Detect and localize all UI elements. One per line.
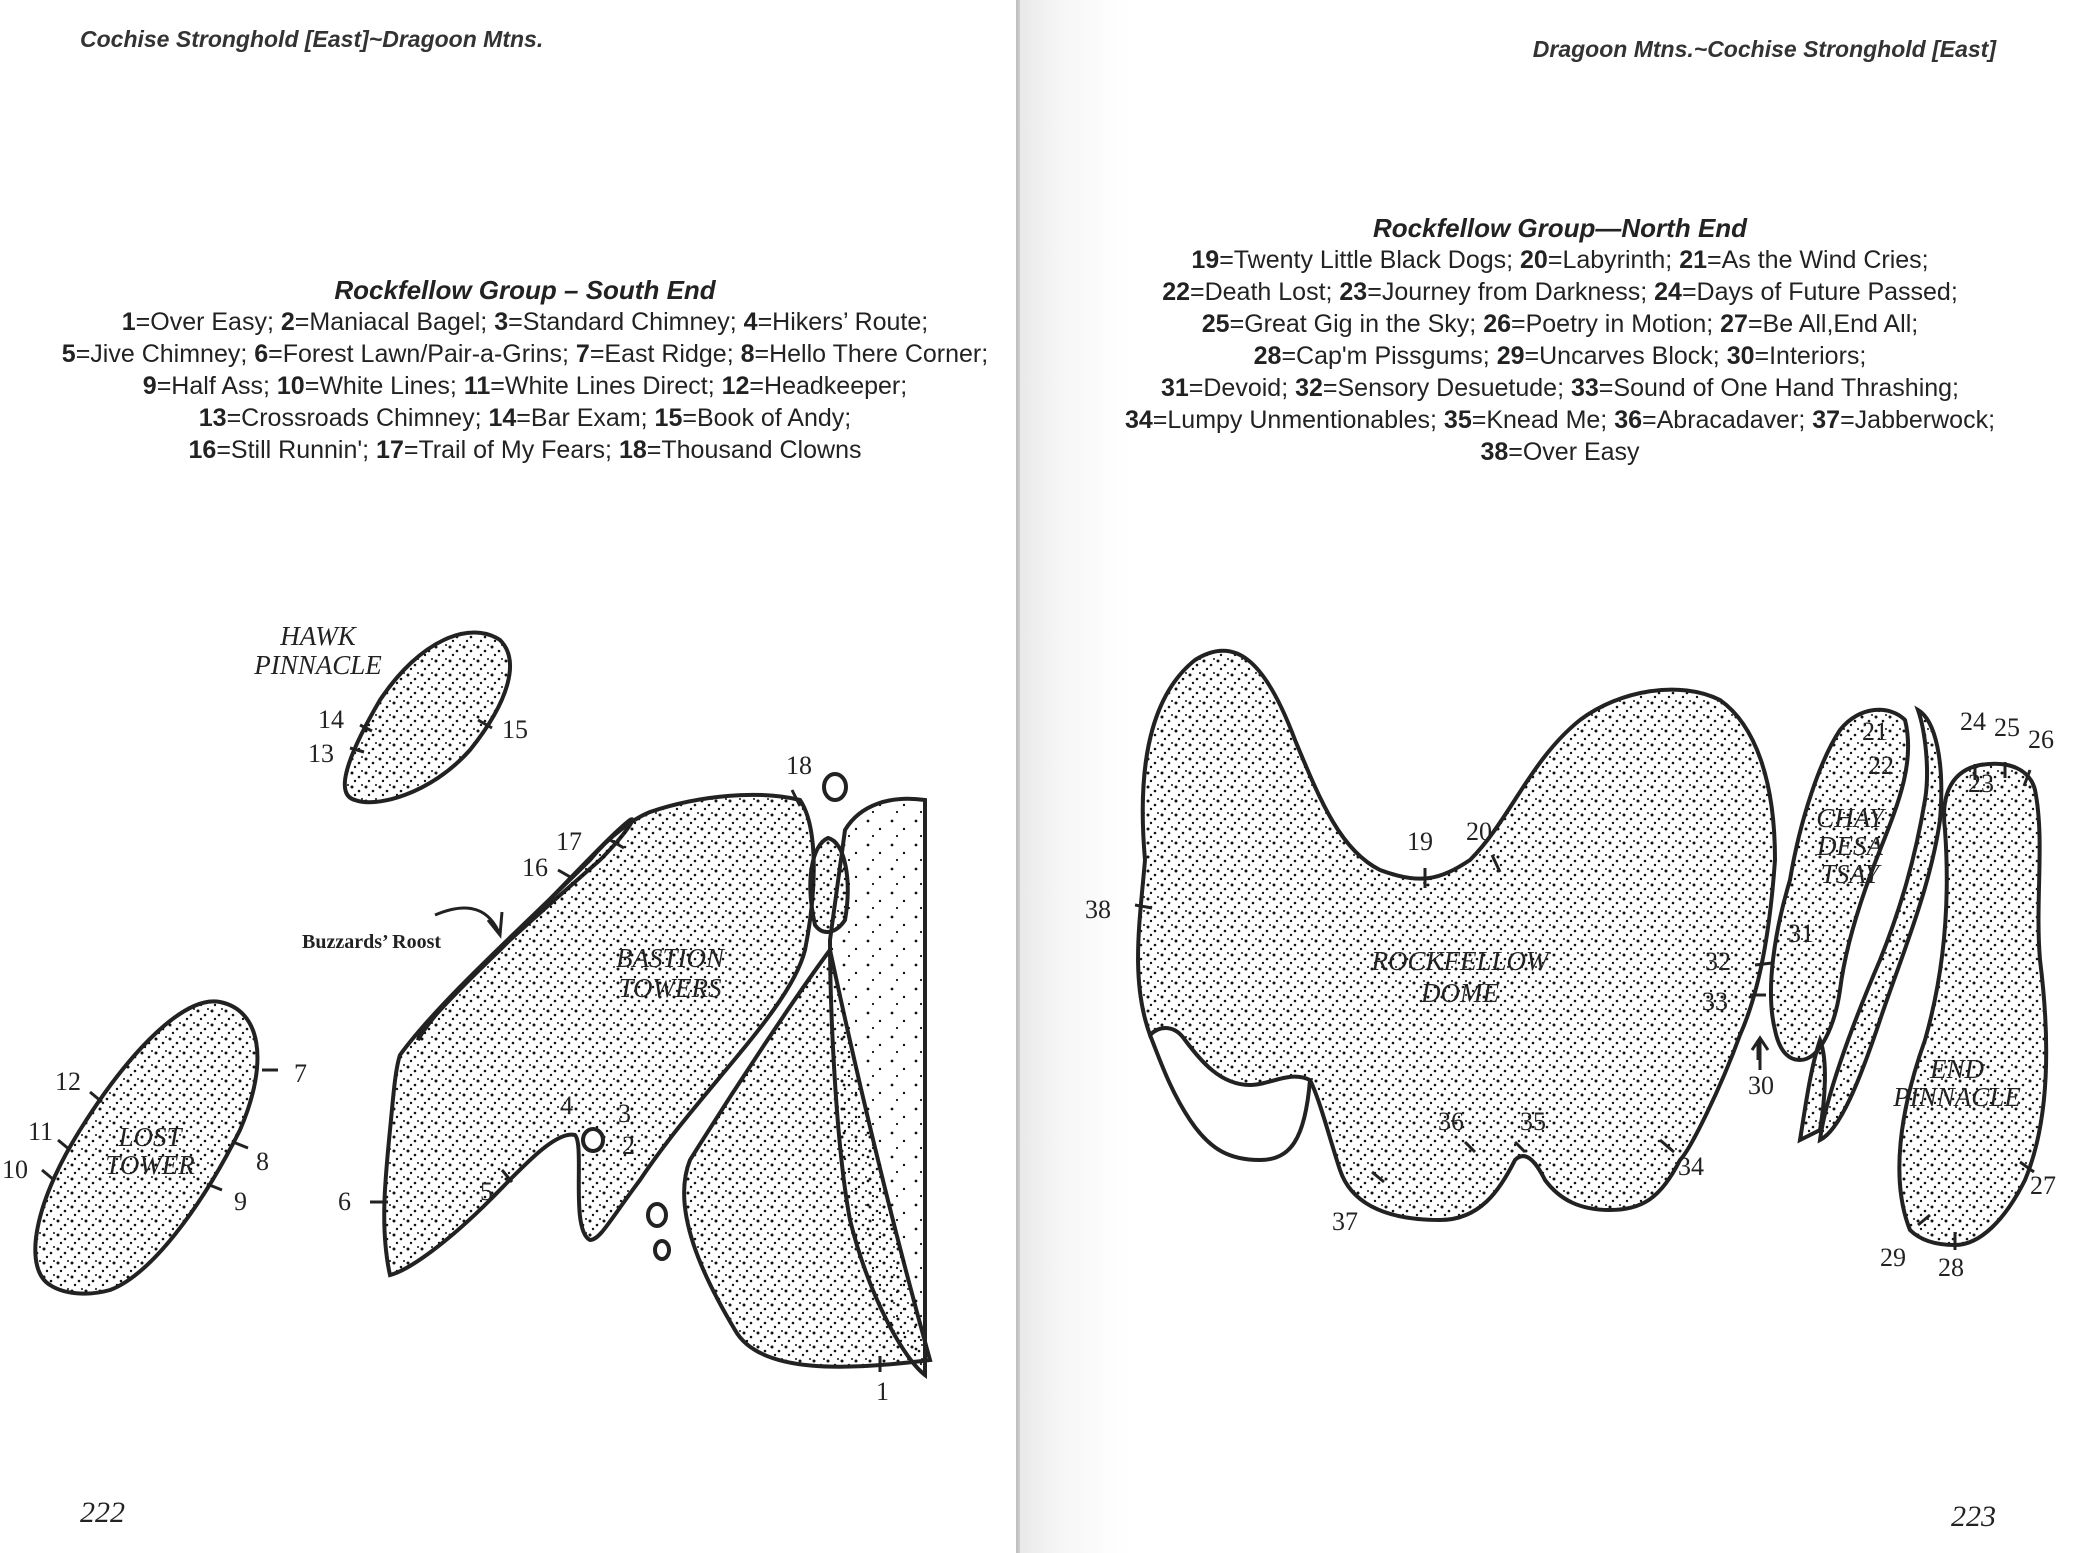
legend-route-number: 37 bbox=[1812, 406, 1841, 434]
legend-route-number: 24 bbox=[1654, 278, 1682, 306]
route-number-2: 2 bbox=[622, 1131, 635, 1160]
route-number-22: 22 bbox=[1868, 751, 1894, 780]
legend-route-name: =Hikers’ Route; bbox=[757, 308, 929, 336]
legend-route-number: 16 bbox=[188, 436, 217, 464]
left-page-number: 222 bbox=[80, 1496, 125, 1529]
label-bastion-towers: TOWERS bbox=[618, 973, 722, 1003]
boulder-b bbox=[655, 1241, 669, 1259]
legend-route-name: =Jabberwock; bbox=[1840, 406, 1996, 434]
route-number-7: 7 bbox=[294, 1059, 307, 1088]
legend-route-name: =Thousand Clowns bbox=[646, 436, 862, 464]
route-number-16: 16 bbox=[522, 853, 548, 882]
label-rockfellow: ROCKFELLOW bbox=[1371, 946, 1549, 976]
legend-route-number: 6 bbox=[254, 340, 269, 368]
legend-route-number: 15 bbox=[654, 404, 683, 432]
route-number-34: 34 bbox=[1678, 1152, 1704, 1181]
legend-route-name: =Headkeeper; bbox=[749, 372, 908, 400]
legend-route-number: 36 bbox=[1614, 406, 1643, 434]
route-number-1: 1 bbox=[876, 1377, 889, 1406]
label-bastion: BASTION bbox=[616, 943, 724, 973]
legend-route-name: =Sensory Desuetude; bbox=[1322, 374, 1571, 402]
legend-route-number: 11 bbox=[463, 372, 491, 400]
legend-route-name: =Over Easy; bbox=[135, 308, 281, 336]
label-buzzards-roost: Buzzards’ Roost bbox=[302, 931, 442, 953]
right-page bbox=[1020, 0, 2096, 1553]
route-number-25: 25 bbox=[1994, 713, 2020, 742]
route-number-36: 36 bbox=[1438, 1107, 1464, 1136]
legend-route-number: 9 bbox=[142, 372, 157, 400]
label-hawk: HAWK bbox=[280, 621, 356, 651]
legend-route-number: 30 bbox=[1726, 342, 1755, 370]
route-number-24: 24 bbox=[1960, 707, 1986, 736]
legend-route-name: =As the Wind Cries; bbox=[1707, 246, 1929, 274]
legend-route-name: =Interiors; bbox=[1754, 342, 1867, 370]
legend-route-name: =Book of Andy; bbox=[682, 404, 852, 432]
legend-route-name: =Cap'm Pissgums; bbox=[1281, 342, 1497, 370]
route-number-38: 38 bbox=[1085, 895, 1111, 924]
route-number-32: 32 bbox=[1705, 947, 1731, 976]
legend-route-name: =Still Runnin'; bbox=[216, 436, 377, 464]
legend-route-number: 4 bbox=[743, 308, 758, 336]
legend-route-number: 20 bbox=[1520, 246, 1548, 274]
legend-route-number: 38 bbox=[1480, 438, 1509, 466]
legend-route-number: 18 bbox=[618, 436, 647, 464]
pillar-2-3 bbox=[583, 1129, 603, 1151]
route-number-28: 28 bbox=[1938, 1253, 1964, 1282]
route-number-13: 13 bbox=[308, 739, 334, 768]
legend-route-name: =Labyrinth; bbox=[1547, 246, 1680, 274]
left-page bbox=[0, 0, 1020, 1553]
legend-route-number: 22 bbox=[1162, 278, 1190, 306]
right-page-number: 223 bbox=[1951, 1500, 1996, 1533]
legend-route-name: =Crossroads Chimney; bbox=[226, 404, 489, 432]
legend-route-number: 2 bbox=[280, 308, 295, 336]
route-number-26: 26 bbox=[2028, 725, 2054, 754]
route-number-19: 19 bbox=[1407, 827, 1433, 856]
legend-route-number: 34 bbox=[1124, 406, 1153, 434]
legend-route-number: 33 bbox=[1570, 374, 1599, 402]
legend-route-name: =East Ridge; bbox=[589, 340, 741, 368]
legend-route-name: =Death Lost; bbox=[1190, 278, 1340, 306]
legend-route-name: =Maniacal Bagel; bbox=[294, 308, 495, 336]
legend-route-number: 35 bbox=[1443, 406, 1472, 434]
left-running-head: Cochise Stronghold [East]~Dragoon Mtns. bbox=[80, 26, 544, 52]
route-number-6: 6 bbox=[338, 1187, 351, 1216]
legend-route-name: =Knead Me; bbox=[1471, 406, 1615, 434]
route-number-3: 3 bbox=[618, 1099, 631, 1128]
legend-route-number: 31 bbox=[1160, 374, 1189, 402]
legend-route-name: =Over Easy bbox=[1508, 438, 1640, 466]
legend-route-name: =Poetry in Motion; bbox=[1511, 310, 1721, 338]
route-number-11: 11 bbox=[28, 1117, 54, 1146]
legend-route-name: =Hello There Corner; bbox=[754, 340, 989, 368]
route-number-20: 20 bbox=[1466, 817, 1492, 846]
route-number-5: 5 bbox=[480, 1177, 493, 1206]
label-desa: DESA bbox=[1817, 831, 1883, 861]
route-number-4: 4 bbox=[560, 1091, 573, 1120]
boulder-18 bbox=[824, 774, 846, 800]
legend-route-number: 32 bbox=[1295, 374, 1323, 402]
route-number-14: 14 bbox=[318, 705, 344, 734]
legend-route-number: 8 bbox=[740, 340, 755, 368]
legend-route-name: =Sound of One Hand Thrashing; bbox=[1598, 374, 1960, 402]
north-end-topo-map bbox=[1020, 0, 2096, 1553]
legend-route-name: =Abracadaver; bbox=[1642, 406, 1813, 434]
legend-route-name: =Great Gig in the Sky; bbox=[1229, 310, 1484, 338]
legend-route-number: 19 bbox=[1191, 246, 1220, 274]
legend-route-number: 25 bbox=[1201, 310, 1230, 338]
legend-route-name: =Days of Future Passed; bbox=[1681, 278, 1958, 306]
legend-route-name: =White Lines; bbox=[304, 372, 464, 400]
legend-route-number: 29 bbox=[1496, 342, 1525, 370]
boulder-a bbox=[648, 1204, 666, 1226]
legend-route-number: 27 bbox=[1720, 310, 1748, 338]
legend-route-name: =Devoid; bbox=[1188, 374, 1296, 402]
route-number-29: 29 bbox=[1880, 1243, 1906, 1272]
legend-route-number: 21 bbox=[1679, 246, 1707, 274]
route-number-21: 21 bbox=[1862, 717, 1888, 746]
label-end: END bbox=[1930, 1054, 1984, 1084]
route-number-27: 27 bbox=[2030, 1171, 2056, 1200]
route-number-17: 17 bbox=[556, 827, 582, 856]
legend-route-number: 26 bbox=[1483, 310, 1511, 338]
legend-route-name: =Jive Chimney; bbox=[75, 340, 255, 368]
south-end-legend-title: Rockfellow Group – South End bbox=[334, 275, 716, 305]
legend-route-number: 17 bbox=[376, 436, 404, 464]
legend-route-number: 23 bbox=[1339, 278, 1368, 306]
route-number-37: 37 bbox=[1332, 1207, 1358, 1236]
route-number-9: 9 bbox=[234, 1187, 247, 1216]
route-number-8: 8 bbox=[256, 1147, 269, 1176]
route-number-33: 33 bbox=[1702, 987, 1728, 1016]
route-number-35: 35 bbox=[1520, 1107, 1546, 1136]
legend-route-number: 10 bbox=[276, 372, 305, 400]
legend-route-number: 3 bbox=[494, 308, 509, 336]
legend-route-name: =Half Ass; bbox=[156, 372, 277, 400]
route-number-30: 30 bbox=[1748, 1071, 1774, 1100]
legend-route-number: 28 bbox=[1253, 342, 1282, 370]
label-chay: CHAY bbox=[1816, 803, 1884, 833]
legend-route-number: 12 bbox=[721, 372, 750, 400]
legend-route-name: =Be All,End All; bbox=[1747, 310, 1919, 338]
route-number-12: 12 bbox=[55, 1067, 81, 1096]
label-rockfellow-dome: DOME bbox=[1421, 978, 1499, 1008]
legend-route-name: =Trail of My Fears; bbox=[403, 436, 619, 464]
legend-route-number: 13 bbox=[198, 404, 227, 432]
right-running-head: Dragoon Mtns.~Cochise Stronghold [East] bbox=[1532, 36, 1996, 62]
south-end-topo-map bbox=[0, 0, 1020, 1553]
legend-route-number: 1 bbox=[121, 308, 136, 336]
legend-route-number: 14 bbox=[488, 404, 517, 432]
north-end-legend-title: Rockfellow Group—North End bbox=[1372, 213, 1748, 243]
legend-route-name: =Twenty Little Black Dogs; bbox=[1219, 246, 1521, 274]
legend-route-name: =Standard Chimney; bbox=[508, 308, 744, 336]
label-tsay: TSAY bbox=[1820, 859, 1880, 889]
route-number-31: 31 bbox=[1788, 919, 1814, 948]
route-number-10: 10 bbox=[2, 1155, 28, 1184]
label-lost: LOST bbox=[118, 1122, 182, 1152]
label-lost-tower: TOWER bbox=[105, 1150, 195, 1180]
route-number-15: 15 bbox=[502, 715, 528, 744]
legend-route-name: =White Lines Direct; bbox=[490, 372, 722, 400]
legend-route-name: =Uncarves Block; bbox=[1524, 342, 1727, 370]
route-number-23: 23 bbox=[1968, 769, 1994, 798]
legend-route-name: =Bar Exam; bbox=[516, 404, 655, 432]
legend-route-number: 5 bbox=[61, 340, 76, 368]
label-end-pinnacle: PINNACLE bbox=[1893, 1082, 2021, 1112]
legend-route-name: =Lumpy Unmentionables; bbox=[1152, 406, 1444, 434]
legend-route-name: =Journey from Darkness; bbox=[1367, 278, 1655, 306]
legend-route-number: 7 bbox=[575, 340, 590, 368]
legend-route-name: =Forest Lawn/Pair-a-Grins; bbox=[268, 340, 576, 368]
route-number-18: 18 bbox=[786, 751, 812, 780]
label-hawk-pinnacle: PINNACLE bbox=[254, 650, 382, 680]
